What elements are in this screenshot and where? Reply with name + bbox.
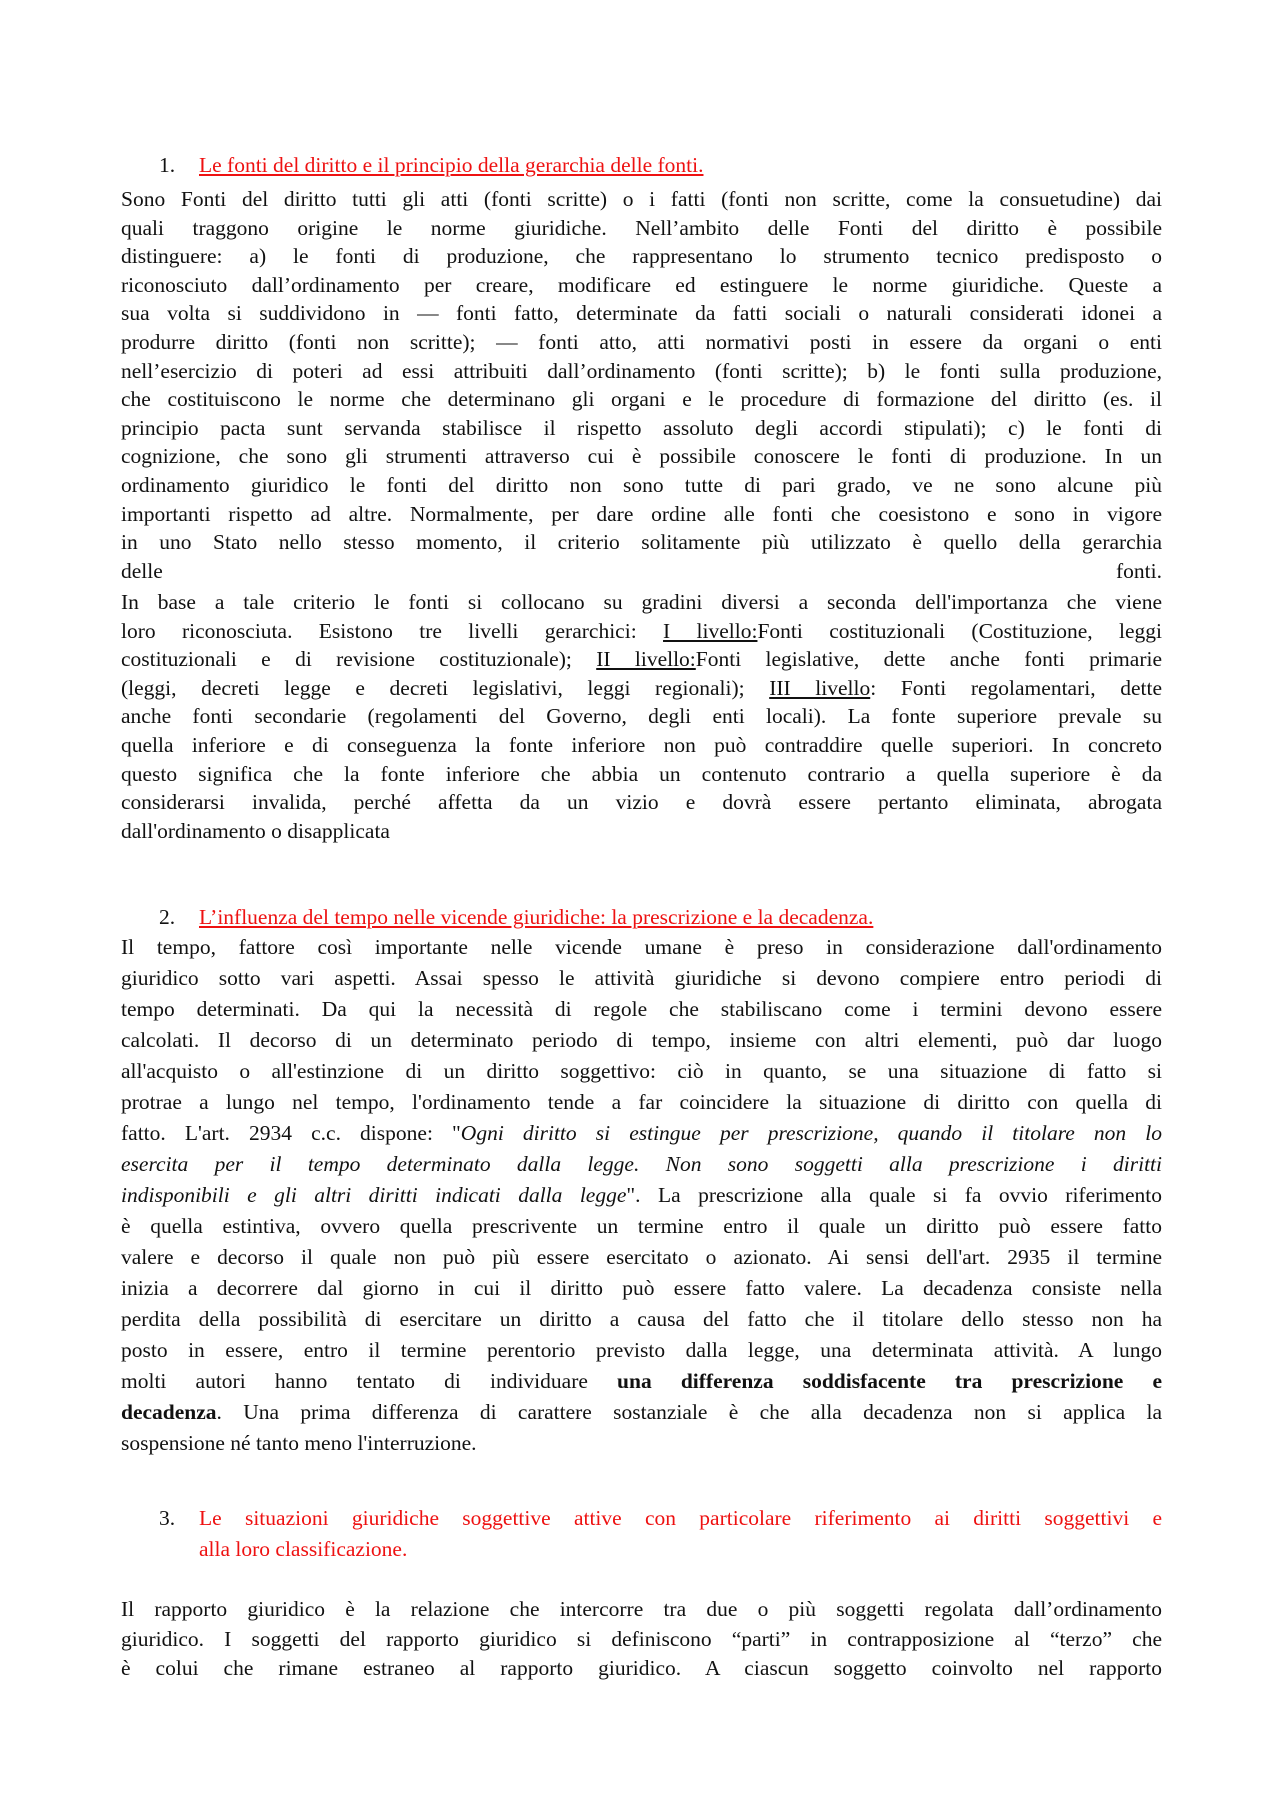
text-run: giuridico sotto vari aspetti. Assai spesso le attività giuridiche si devono compiere entro periodi di (121, 966, 1162, 990)
heading-text-span: alla loro classificazione. (199, 1537, 408, 1561)
text-line (121, 299, 1162, 328)
section-3-heading (121, 1503, 1162, 1565)
text-line (121, 442, 1162, 471)
list-number-text: 2. (159, 905, 176, 929)
text-line (121, 617, 1162, 646)
text-line (121, 557, 1162, 586)
text-line (121, 817, 1162, 846)
text-run: sospensione né tanto meno l'interruzione. (121, 1431, 477, 1455)
text-line (121, 214, 1162, 243)
text-line (121, 1654, 1162, 1684)
list-number (121, 150, 199, 181)
text-run: produrre diritto (fonti non scritte); — fonti atto, atti normativi posti in essere da organi o enti (121, 329, 1162, 354)
text-run: calcolati. Il decorso di un determinato periodo di tempo, insieme con altri elementi, può dar luogo (121, 1028, 1162, 1052)
text-line (121, 500, 1162, 529)
text-line (121, 471, 1162, 500)
text-run: Fonti legislative, dette anche fonti primarie (695, 647, 1163, 672)
text-run: delle fonti. (121, 558, 1162, 583)
section-2-heading (121, 902, 1162, 933)
text-run: considerarsi invalida, perché affetta da un vizio e dovrà essere pertanto eliminata, abrogata (121, 790, 1162, 815)
text-run: tempo determinati. Da qui la necessità di regole che stabiliscano come i termini devono essere (121, 997, 1162, 1021)
text-run: loro riconosciuta. Esistono tre livelli gerarchici: (121, 618, 664, 643)
text-run: Il rapporto giuridico è la relazione che intercorre tra due o più soggetti regolata dall’ordinamento (121, 1597, 1162, 1621)
text-line (121, 1304, 1162, 1335)
text-line (121, 1118, 1162, 1149)
heading-text (199, 1503, 1162, 1534)
text-run: In base a tale criterio le fonti si collocano su gradini diversi a seconda dell'importanza che viene (121, 590, 1162, 614)
text-run: inizia a decorrere dal giorno in cui il diritto può essere fatto valere. La decadenza consiste nella (121, 1276, 1162, 1300)
text-line (121, 1211, 1162, 1242)
text-line (121, 588, 1162, 617)
text-run: nell’esercizio di poteri ad essi attribuiti dall’ordinamento (fonti scritte); b) le fonti sulla produzione, (121, 358, 1162, 383)
underlined-text: III livello (769, 675, 871, 700)
text-line (121, 1180, 1162, 1211)
italic-quote: Ogni diritto si estingue per prescrizione, quando il titolare non lo (460, 1121, 1162, 1145)
text-run: fatto. L'art. 2934 c.c. dispone: " (121, 1121, 461, 1145)
heading-line (121, 1503, 1162, 1534)
text-run: (leggi, decreti legge e decreti legislativi, leggi regionali); (121, 675, 770, 700)
text-line (121, 1428, 1162, 1459)
text-line (121, 1025, 1162, 1056)
text-line (121, 788, 1162, 817)
text-run: : Fonti regolamentari, dette (870, 675, 1162, 700)
section-3-paragraph-1 (121, 1595, 1162, 1684)
text-run: perdita della possibilità di esercitare un diritto a causa del fatto che il titolare dello stesso non ha (121, 1307, 1162, 1331)
text-run: ". La prescrizione alla quale si fa ovvio riferimento (626, 1183, 1162, 1207)
list-number-text: 3. (159, 1506, 176, 1530)
text-run: Sono Fonti del diritto tutti gli atti (fonti scritte) o i fatti (fonti non scritte, come la consuetudine) dai (121, 187, 1162, 211)
italic-quote: esercita per il tempo determinato dalla legge. Non sono soggetti alla prescrizione i diritti (121, 1152, 1162, 1176)
text-run: principio pacta sunt servanda stabilisce il rispetto assoluto degli accordi stipulati); c) le fonti di (121, 415, 1162, 440)
underlined-text: I livello: (663, 618, 758, 643)
list-number-text: 1. (159, 153, 176, 177)
list-number (121, 1534, 199, 1565)
text-line (121, 328, 1162, 357)
text-run: quali traggono origine le norme giuridiche. Nell’ambito delle Fonti del diritto è possibile (121, 215, 1162, 240)
text-run: cognizione, che sono gli strumenti attraverso cui è possibile conoscere le fonti di produzione. In un (121, 444, 1162, 469)
text-run: Fonti costituzionali (Costituzione, leggi (757, 618, 1162, 643)
heading-line (121, 150, 1162, 181)
underlined-text: II livello: (596, 647, 696, 672)
text-line (121, 702, 1162, 731)
text-line (121, 1397, 1162, 1428)
text-run: anche fonti secondarie (regolamenti del Governo, degli enti locali). La fonte superiore prevale su (121, 704, 1162, 729)
text-line (121, 1087, 1162, 1118)
text-line (121, 963, 1162, 994)
italic-quote: indisponibili e gli altri diritti indicati dalla legge (121, 1183, 627, 1207)
text-run: valere e decorso il quale non può più essere esercitato o azionato. Ai sensi dell'art. 2935 il termine (121, 1245, 1162, 1269)
text-run: distinguere: a) le fonti di produzione, che rappresentano lo strumento tecnico predisposto o (121, 244, 1162, 269)
text-line (121, 271, 1162, 300)
text-run: posto in essere, entro il termine perentorio previsto dalla legge, una determinata attività. A lungo (121, 1338, 1162, 1362)
heading-text-span: L’influenza del tempo nelle vicende giuridiche: la prescrizione e la decadenza. (199, 905, 874, 929)
text-line (121, 1335, 1162, 1366)
list-number (121, 1503, 199, 1534)
text-line (121, 528, 1162, 557)
heading-line (121, 1534, 1162, 1565)
list-number (121, 902, 199, 933)
section-2-paragraph-1 (121, 932, 1162, 1459)
text-run: sua volta si suddividono in — fonti fatto, determinate da fatti sociali o naturali considerati idonei a (121, 301, 1162, 326)
heading-text-span: Le situazioni giuridiche soggettive attive con particolare riferimento ai diritti soggettivi e (199, 1506, 1162, 1530)
text-line (121, 242, 1162, 271)
heading-text (199, 902, 1162, 933)
text-run: Il tempo, fattore così importante nelle vicende umane è preso in considerazione dall'ordinamento (121, 935, 1162, 959)
bold-text: decadenza (121, 1400, 217, 1424)
text-run: è colui che rimane estraneo al rapporto giuridico. A ciascun soggetto coinvolto nel rapporto (121, 1656, 1162, 1680)
text-run: protrae a lungo nel tempo, l'ordinamento tende a far coincidere la situazione di diritto con quella di (121, 1090, 1162, 1114)
text-line (121, 1625, 1162, 1655)
section-1-paragraph-1 (121, 185, 1162, 585)
text-run: questo significa che la fonte inferiore che abbia un contenuto contrario a quella superiore è da (121, 761, 1162, 786)
text-run: ordinamento giuridico le fonti del diritto non sono tutte di pari grado, ve ne sono alcune più (121, 472, 1162, 497)
text-run: riconosciuto dall’ordinamento per creare, modificare ed estinguere le norme giuridiche. Queste a (121, 272, 1162, 297)
text-line (121, 1242, 1162, 1273)
text-run: all'acquisto o all'estinzione di un diritto soggettivo: ciò in quanto, se una situazione di fatto si (121, 1059, 1162, 1083)
text-run: giuridico. I soggetti del rapporto giuridico si definiscono “parti” in contrapposizione al “terzo” che (121, 1626, 1162, 1651)
section-1-paragraph-2 (121, 588, 1162, 845)
heading-text-span: Le fonti del diritto e il principio della gerarchia delle fonti. (199, 153, 704, 177)
text-line (121, 932, 1162, 963)
text-line (121, 1149, 1162, 1180)
text-line (121, 185, 1162, 214)
text-line (121, 674, 1162, 703)
text-run: è quella estintiva, ovvero quella prescrivente un termine entro il quale un diritto può essere fatto (121, 1214, 1162, 1238)
text-line (121, 1273, 1162, 1304)
heading-text (199, 1534, 1162, 1565)
text-line (121, 1595, 1162, 1625)
text-line (121, 731, 1162, 760)
text-run: molti autori hanno tentato di individuare (121, 1369, 618, 1393)
text-line (121, 357, 1162, 386)
text-run: che costituiscono le norme che determinano gli organi e le procedure di formazione del diritto (es. il (121, 387, 1162, 412)
text-line (121, 1366, 1162, 1397)
text-run: in uno Stato nello stesso momento, il criterio solitamente più utilizzato è quello della gerarchia (121, 530, 1162, 555)
text-run: . Una prima differenza di carattere sostanziale è che alla decadenza non si applica la (216, 1400, 1162, 1424)
text-line (121, 994, 1162, 1025)
text-run: costituzionali e di revisione costituzionale); (121, 647, 597, 672)
bold-text: una differenza soddisfacente tra prescrizione e (617, 1369, 1162, 1393)
heading-text (199, 150, 1162, 181)
heading-line (121, 902, 1162, 933)
text-run: importanti rispetto ad altre. Normalmente, per dare ordine alle fonti che coesistono e sono in vigore (121, 501, 1162, 526)
text-line (121, 385, 1162, 414)
text-run: dall'ordinamento o disapplicata (121, 818, 390, 843)
text-run: quella inferiore e di conseguenza la fonte inferiore non può contraddire quelle superiori. In concreto (121, 732, 1162, 757)
text-line (121, 414, 1162, 443)
section-1-heading (121, 150, 1162, 181)
text-line (121, 1056, 1162, 1087)
text-line (121, 645, 1162, 674)
text-line (121, 760, 1162, 789)
